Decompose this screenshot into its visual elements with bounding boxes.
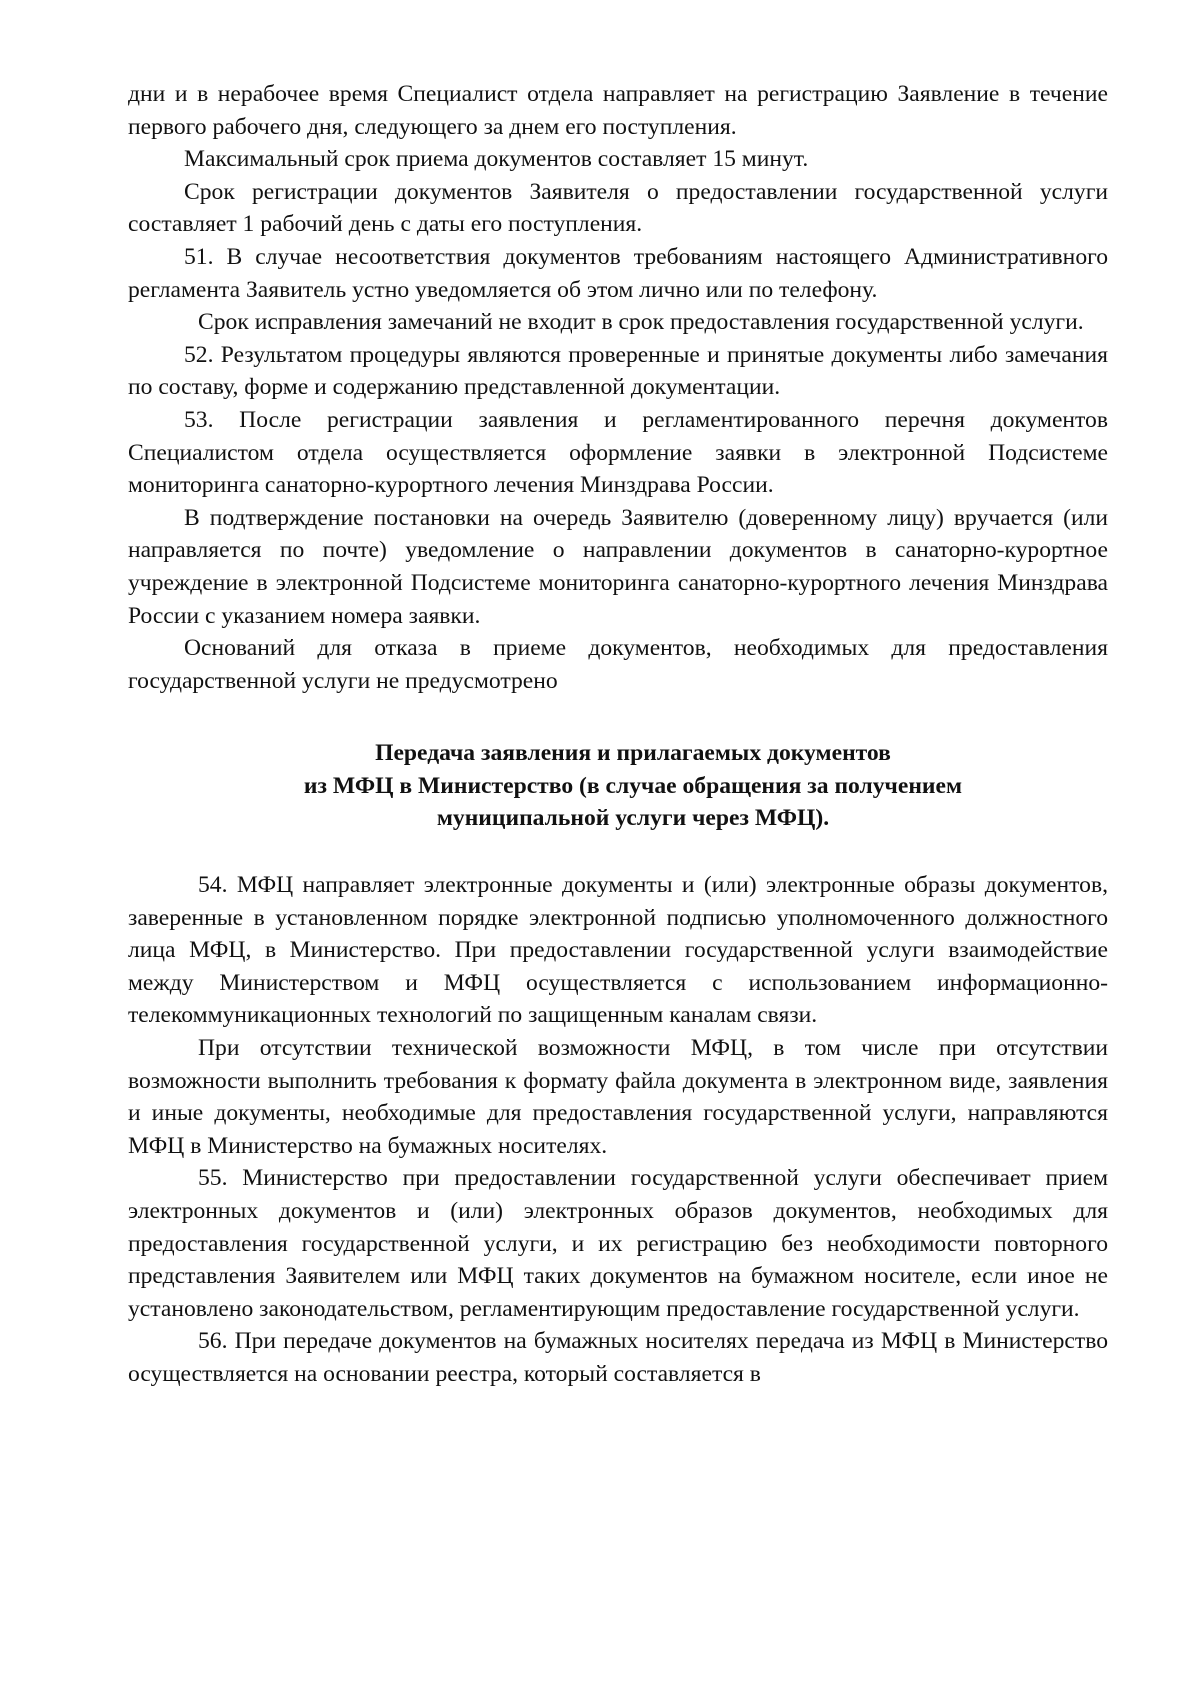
paragraph-55: 55. Министерство при предоставлении государственной услуги обеспечивает прием электронных документов и (или) электронных образов документов, необходимых для предоставления государственной услуги, и их регистрацию без необходимости повторного представления Заявителем или МФЦ таких документов на бумажном носителе, если иное не установлено законодательством, регламентирующим предоставление государственной услуги. — [128, 1165, 1108, 1322]
paragraph-max-time: Максимальный срок приема документов составляет 15 минут. — [184, 146, 809, 173]
section-heading — [128, 737, 1108, 835]
section-heading-line-1: Передача заявления и прилагаемых документов — [375, 740, 891, 767]
spacer — [128, 835, 1108, 869]
paragraph-51: 51. В случае несоответствия документов требованиям настоящего Административного регламента Заявитель устно уведомляется об этом лично или по телефону. — [128, 243, 1108, 303]
paragraph-intro: дни и в нерабочее время Специалист отдела направляет на регистрацию Заявление в течение первого рабочего дня, следующего за днем его поступления. — [128, 81, 1108, 140]
paragraph-54: 54. МФЦ направляет электронные документы и (или) электронные образы документов, заверенные в установленном порядке электронной подписью уполномоченного должностного лица МФЦ, в Министерство. При предоставлении государственной услуги взаимодействие между Министерством и МФЦ осуществляется с использованием информационно-телекоммуникационных технологий по защищенным каналам связи. — [128, 872, 1108, 1029]
section-heading-line-3: муниципальной услуги через МФЦ). — [436, 805, 830, 832]
document-page — [128, 78, 1108, 1391]
spacer — [128, 697, 1108, 737]
paragraph-queue-confirmation: В подтверждение постановки на очередь Заявителю (доверенному лицу) вручается (или направляется по почте) уведомление о направлении документов в санаторно-курортное учреждение в электронной Подсистеме мониторинга санаторно-курортного лечения Минздрава России с указанием номера заявки. — [128, 504, 1108, 629]
paragraph-53: 53. После регистрации заявления и регламентированного перечня документов Специалистом отдела осуществляется оформление заявки в электронной Подсистеме мониторинга санаторно-курортного лечения Минздрава России. — [128, 406, 1108, 499]
paragraph-no-refusal-grounds: Оснований для отказа в приеме документов, необходимых для предоставления государственной услуги не предусмотрено — [128, 635, 1108, 694]
paragraph-no-technical-possibility: При отсутствии технической возможности МФЦ, в том числе при отсутствии возможности выполнить требования к формату файла документа в электронном виде, заявления и иные документы, необходимые для предоставления государственной услуги, направляются МФЦ в Министерство на бумажных носителях. — [128, 1035, 1108, 1159]
paragraph-56: 56. При передаче документов на бумажных носителях передача из МФЦ в Министерство осуществляется на основании реестра, который составляется в — [128, 1328, 1108, 1387]
section-heading-line-2: из МФЦ в Министерство (в случае обращения за получением — [303, 772, 963, 799]
paragraph-registration-term: Срок регистрации документов Заявителя о предоставлении государственной услуги составляет 1 рабочий день с даты его поступления. — [128, 178, 1108, 238]
paragraph-correction-term: Срок исправления замечаний не входит в срок предоставления государственной услуги. — [198, 309, 1084, 336]
paragraph-52: 52. Результатом процедуры являются проверенные и принятые документы либо замечания по составу, форме и содержанию представленной документации. — [128, 341, 1108, 401]
